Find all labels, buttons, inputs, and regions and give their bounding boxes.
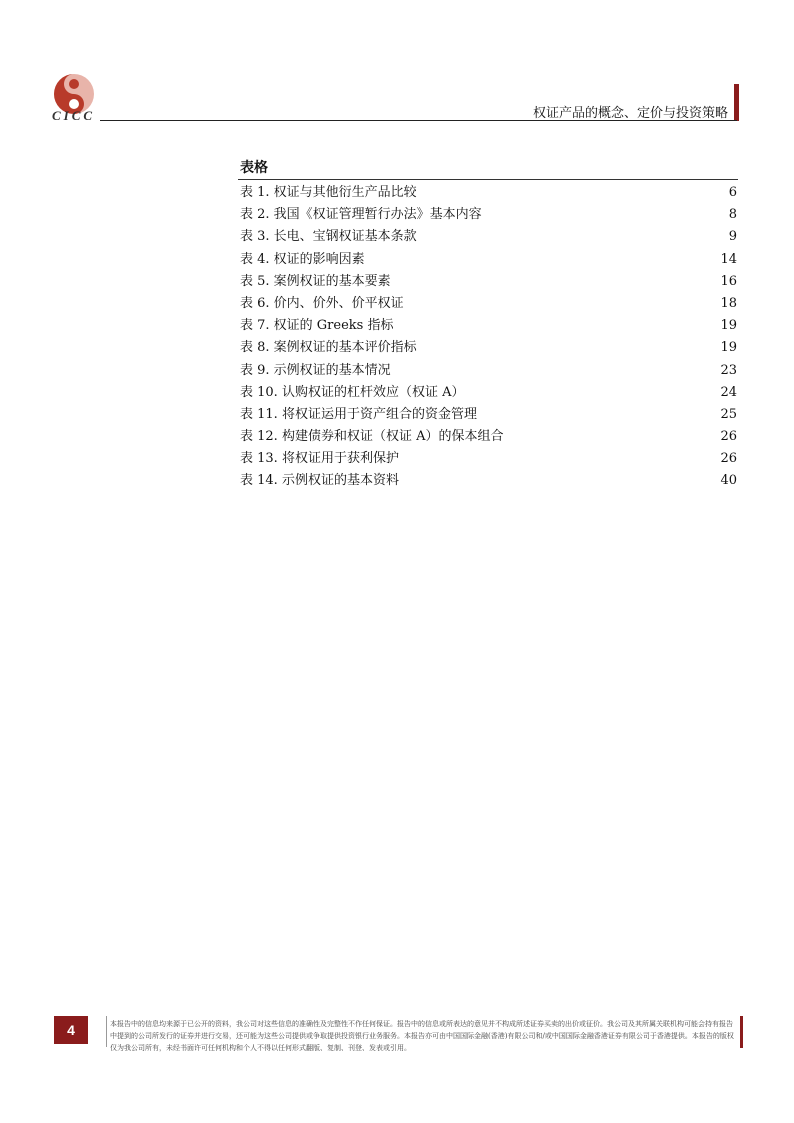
toc-divider (238, 179, 738, 180)
toc-entry[interactable] (240, 271, 737, 293)
disclaimer-text: 本报告中的信息均来源于已公开的资料，我公司对这些信息的准确性及完整性不作任何保证。报告中的信息或所表达的意见并不构成所述证券买卖的出价或征价。我公司及其所属关联机构可能会持有报告中提到的公司所发行的证券并进行交易，还可能为这些公司提供或争取提供投资银行业务服务。本报告亦可由中国国际金融(香港)有限公司和/或中国国际金融香港证券有限公司于香港提供。本报告的版权仅为我公司所有，未经书面许可任何机构和个人不得以任何形式翻版、复制、刊登、发表或引用。 (110, 1020, 734, 1052)
toc-entry-label: 表 2. 我国《权证管理暂行办法》基本内容 (240, 207, 482, 223)
report-title: 权证产品的概念、定价与投资策略 (532, 106, 728, 121)
toc-entry-page: 18 (720, 295, 737, 311)
toc-entry-label: 表 14. 示例权证的基本资料 (240, 473, 399, 489)
footer-divider (106, 1016, 107, 1047)
toc-entry-page: 40 (720, 473, 737, 489)
toc-entry-label: 表 11. 将权证运用于资产组合的资金管理 (240, 406, 477, 422)
toc-entry[interactable] (240, 337, 737, 359)
toc-entry-page: 9 (728, 229, 737, 245)
toc-entry[interactable] (240, 293, 737, 315)
toc-entry-label: 表 5. 案例权证的基本要素 (240, 273, 391, 289)
toc-entry[interactable] (240, 182, 737, 204)
toc-entry[interactable] (240, 448, 737, 470)
toc-entry-page: 26 (720, 451, 737, 467)
header-divider (100, 120, 737, 121)
toc-entry[interactable] (240, 404, 737, 426)
toc-entry[interactable] (240, 226, 737, 248)
header-accent-bar (734, 84, 739, 121)
toc-entry-page: 19 (720, 340, 737, 356)
toc-entry[interactable] (240, 360, 737, 382)
toc-entry[interactable] (240, 315, 737, 337)
toc-entry-page: 25 (720, 406, 737, 422)
toc-entry-label: 表 7. 权证的 Greeks 指标 (240, 318, 394, 334)
toc-entry-page: 23 (720, 362, 737, 378)
toc-entry[interactable] (240, 382, 737, 404)
toc-entry-label: 表 4. 权证的影响因素 (240, 251, 365, 267)
toc-entry-page: 16 (720, 273, 737, 289)
toc-entry-label: 表 9. 示例权证的基本情况 (240, 362, 391, 378)
toc-entry-page: 6 (728, 185, 737, 200)
toc-entry-label: 表 13. 将权证用于获利保护 (240, 451, 399, 467)
toc-entry-label: 表 3. 长电、宝钢权证基本条款 (240, 229, 417, 245)
toc-entry[interactable] (240, 204, 737, 226)
toc-entry-label: 表 6. 价内、价外、价平权证 (240, 295, 404, 311)
toc-entry-label: 表 8. 案例权证的基本评价指标 (240, 340, 417, 356)
toc-entry-label: 表 1. 权证与其他衍生产品比较 (240, 185, 417, 200)
footer-accent-bar (740, 1016, 743, 1048)
toc-entry[interactable] (240, 249, 737, 271)
toc-entry-page: 8 (728, 207, 737, 223)
toc-entry[interactable] (240, 426, 737, 448)
page-number-badge: 4 (54, 1016, 88, 1044)
toc-entry-page: 14 (720, 251, 737, 267)
toc-list (240, 182, 737, 493)
toc-entry-page: 24 (720, 384, 737, 400)
logo-text: CICC (52, 108, 96, 123)
toc-entry-label: 表 12. 构建债券和权证（权证 A）的保本组合 (240, 429, 504, 445)
toc-entry-page: 19 (720, 318, 737, 334)
toc-entry[interactable] (240, 470, 737, 492)
toc-heading: 表格 (240, 160, 268, 176)
toc-entry-label: 表 10. 认购权证的杠杆效应（权证 A） (240, 384, 465, 400)
toc-entry-page: 26 (720, 429, 737, 445)
